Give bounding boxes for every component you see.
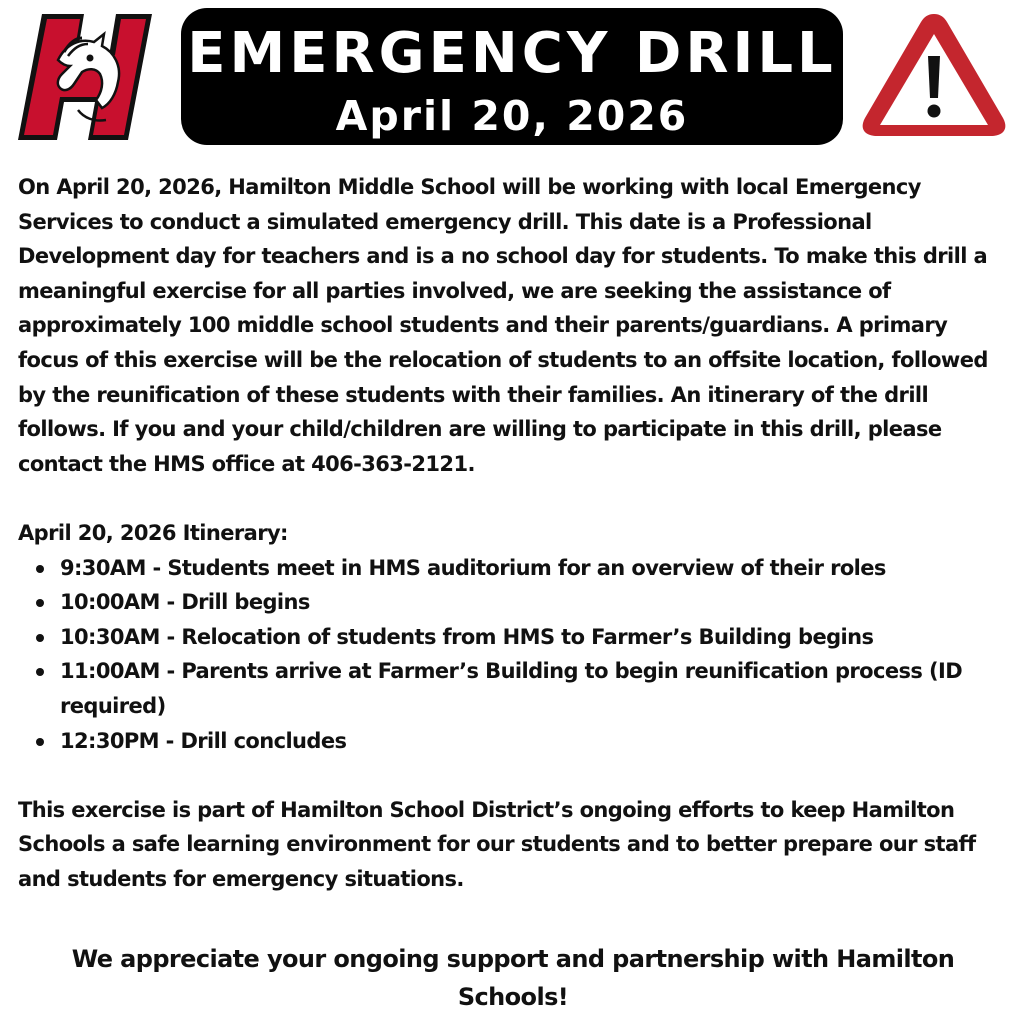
closing-paragraph: This exercise is part of Hamilton School District’s ongoing efforts to keep Hamilton Schools a safe learning environment for our students and to better prepare our staff and students for emergency situations. (18, 797, 976, 891)
itinerary-item: 10:00AM - Drill begins (60, 585, 1008, 620)
itinerary-item: 12:30PM - Drill concludes (60, 724, 1008, 759)
thank-you-message: We appreciate your ongoing support and partnership with Hamilton Schools! (71, 945, 955, 1011)
drill-date: April 20, 2026 (335, 92, 689, 140)
itinerary-item: 10:30AM - Relocation of students from HMS to Farmer’s Building begins (60, 620, 1008, 655)
title-banner (181, 8, 843, 145)
itinerary-item: 11:00AM - Parents arrive at Farmer’s Building to begin reunification process (ID required) (60, 654, 1008, 723)
intro-paragraph: On April 20, 2026, Hamilton Middle School will be working with local Emergency Services to conduct a simulated emergency drill. This date is a Professional Development day for teachers and is a no school day for students. To make this drill a meaningful exercise for all parties involved, we are seeking the assistance of approximately 100 middle school students and their parents/guardians. A primary focus of this exercise will be the relocation of students to an offsite location, followed by the reunification of these students with their families. An itinerary of the drill follows. If you and your child/children are willing to participate in this drill, please contact the HMS office at 406-363-2121. (18, 175, 988, 476)
itinerary-heading: April 20, 2026 Itinerary: (18, 520, 288, 545)
itinerary-list (18, 551, 1008, 759)
announcement-body (18, 170, 1008, 896)
hamilton-h-logo (18, 12, 152, 142)
itinerary-item: 9:30AM - Students meet in HMS auditorium for an overview of their roles (60, 551, 1008, 586)
warning-triangle-icon (860, 8, 1008, 138)
page-title: EMERGENCY DRILL (187, 21, 837, 86)
